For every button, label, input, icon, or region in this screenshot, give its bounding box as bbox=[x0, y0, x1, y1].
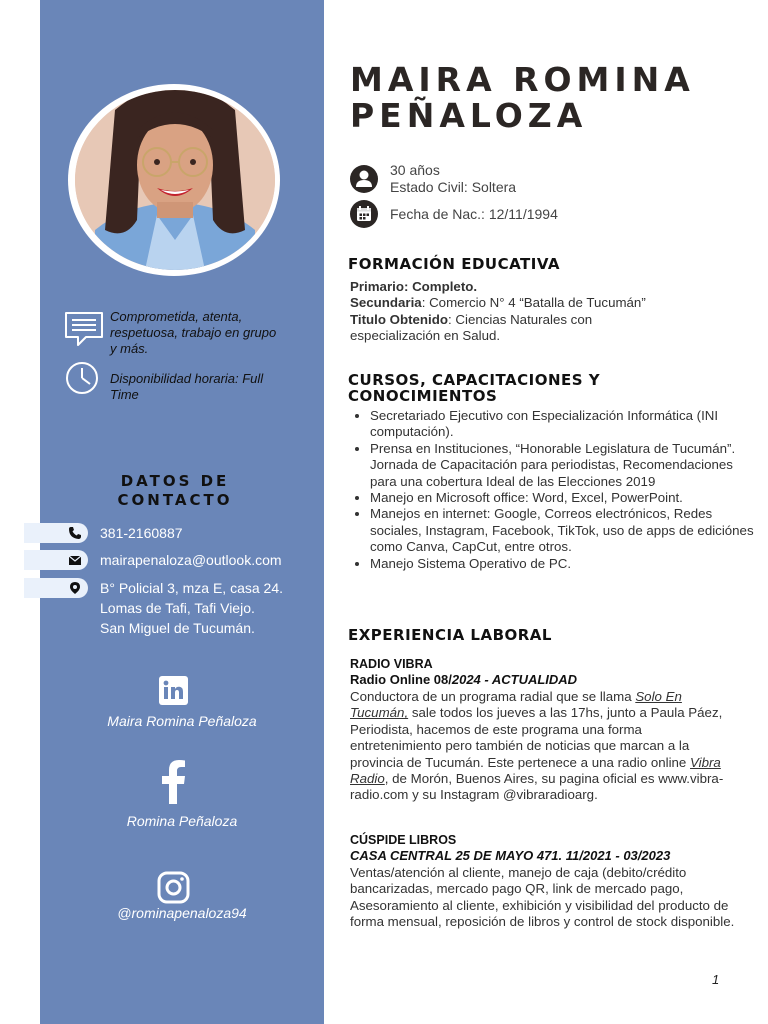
education-title: FORMACIÓN EDUCATIVA bbox=[348, 255, 561, 273]
availability-line: Disponibilidad horaria: Full bbox=[110, 371, 264, 386]
calendar-icon bbox=[350, 200, 378, 228]
name-line: MAIRA ROMINA bbox=[350, 60, 695, 99]
phone-number[interactable]: 381-2160887 bbox=[100, 525, 183, 541]
linkedin-icon[interactable] bbox=[159, 676, 188, 710]
profile-photo bbox=[75, 90, 275, 270]
job2-role: CASA CENTRAL 25 DE MAYO 471. 11/2021 - 03/2023 bbox=[350, 848, 671, 863]
birth-date: Fecha de Nac.: 12/11/1994 bbox=[390, 206, 558, 222]
phone-pill bbox=[24, 523, 88, 543]
address-line: San Miguel de Tucumán. bbox=[100, 620, 255, 636]
education-details bbox=[350, 279, 646, 345]
job1-text: Conductora de un programa radial que se llama bbox=[350, 689, 636, 704]
job2-description: Ventas/atención al cliente, manejo de caja (debito/crédito bancarizadas, mercado pago QR, link de mercado pago, Asesoramiento al cliente, exhibición y visibilidad del producto de forma mensual, reposición de libros y control de stock disponible. bbox=[350, 865, 735, 930]
job2-company: CÚSPIDE LIBROS bbox=[350, 833, 457, 847]
full-name bbox=[350, 62, 695, 134]
envelope-icon bbox=[68, 553, 82, 567]
address bbox=[100, 578, 283, 638]
person-icon bbox=[350, 165, 378, 193]
address-pill bbox=[24, 578, 88, 598]
degree-label: Titulo Obtenido bbox=[350, 311, 448, 327]
list-item: • Secretariado Ejecutivo con Especialización Informática (INI computación). bbox=[370, 408, 756, 441]
name-line: PEÑALOZA bbox=[350, 96, 588, 135]
instagram-handle[interactable]: @rominapenaloza94 bbox=[117, 905, 247, 921]
degree-value: : Ciencias Naturales con bbox=[448, 311, 593, 327]
traits-line: Comprometida, atenta, bbox=[110, 309, 243, 324]
address-line: Lomas de Tafi, Tafi Viejo. bbox=[100, 600, 255, 616]
availability-line: Time bbox=[110, 387, 139, 402]
courses-title-line: CURSOS, CAPACITACIONES Y bbox=[348, 371, 601, 389]
availability-text bbox=[110, 371, 263, 403]
page-number: 1 bbox=[712, 972, 720, 987]
facebook-name[interactable]: Romina Peñaloza bbox=[126, 813, 238, 829]
degree-value-continued: especialización en Salud. bbox=[350, 328, 501, 344]
contact-title bbox=[40, 472, 310, 510]
list-item: • Manejo Sistema Operativo de PC. bbox=[370, 556, 756, 572]
age: 30 años bbox=[390, 162, 440, 178]
civil-status: Estado Civil: Soltera bbox=[390, 179, 517, 195]
email-pill bbox=[24, 550, 88, 570]
instagram-icon[interactable] bbox=[157, 871, 190, 909]
email-address[interactable]: mairapenaloza@outlook.com bbox=[100, 552, 282, 568]
job1-description bbox=[350, 689, 735, 804]
clock-icon bbox=[65, 361, 99, 400]
secondary-label: Secundaria bbox=[350, 295, 422, 311]
job1-role-prefix: Radio Online 08/ bbox=[350, 672, 452, 687]
contact-title-line: CONTACTO bbox=[117, 491, 233, 509]
list-item: • Manejo en Microsoft office: Word, Excel, PowerPoint. bbox=[370, 490, 756, 506]
program-link[interactable]: Solo En Tucumán, bbox=[350, 689, 682, 721]
courses-title-line: CONOCIMIENTOS bbox=[348, 387, 498, 405]
primary-label: Primario: Completo. bbox=[350, 279, 478, 294]
traits-line: y más. bbox=[110, 341, 149, 356]
courses-list bbox=[350, 408, 756, 572]
job1-dates: 2024 - ACTUALIDAD bbox=[451, 672, 578, 687]
list-item: • Manejos en internet: Google, Correos electrónicos, Redes sociales, Instagram, Facebook, TikTok, uso de apps de ediciónes como Canva, CapCut, entre otros. bbox=[370, 506, 756, 555]
job1-role bbox=[350, 672, 577, 688]
job1-text: sale todos los jueves a las 17hs, junto a Paula Páez, Periodista, hacemos de este programa una forma entretenimiento pero también de noticias que marcan a la provincia de Tucumán. Este pertenece a una radio online bbox=[350, 705, 723, 770]
radio-link[interactable]: Vibra Radio bbox=[350, 754, 721, 787]
linkedin-name[interactable]: Maira Romina Peñaloza bbox=[107, 713, 257, 729]
phone-icon bbox=[68, 526, 82, 540]
location-pin-icon bbox=[68, 581, 82, 595]
personal-info bbox=[390, 162, 516, 196]
traits-text bbox=[110, 309, 276, 357]
chat-bubble-icon bbox=[64, 311, 104, 352]
job1-company: RADIO VIBRA bbox=[350, 657, 433, 671]
address-line: B° Policial 3, mza E, casa 24. bbox=[100, 580, 284, 596]
facebook-icon[interactable] bbox=[160, 760, 186, 809]
courses-title bbox=[348, 372, 600, 404]
contact-title-line: DATOS DE bbox=[120, 472, 230, 490]
job1-text: , de Morón, Buenos Aires, su pagina oficial es www.vibra-radio.com y su Instagram @vibraradioarg. bbox=[350, 771, 724, 803]
experience-title: EXPERIENCIA LABORAL bbox=[348, 626, 552, 644]
list-item: • Prensa en Instituciones, “Honorable Legislatura de Tucumán”. Jornada de Capacitación para periodistas, Recomendaciones para una cobertura Ideal de las Elecciones 2019 bbox=[370, 441, 756, 490]
secondary-value: : Comercio N° 4 “Batalla de Tucumán” bbox=[421, 295, 646, 311]
traits-line: respetuosa, trabajo en grupo bbox=[110, 325, 277, 340]
